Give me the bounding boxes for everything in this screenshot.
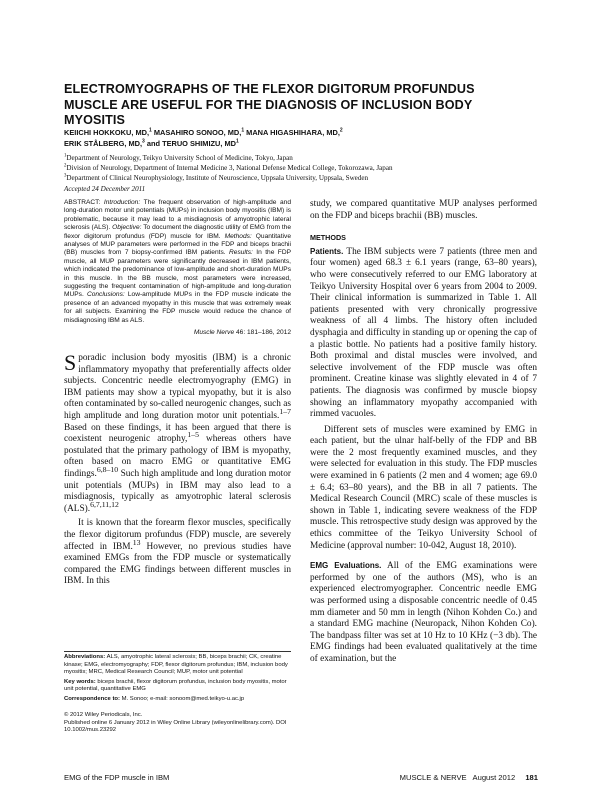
- affiliation-number: 3: [64, 174, 67, 180]
- abstract-intro: The frequent observation of high-amplitude and long-duration motor unit potentials (MUPs) in inclusion body myositis (IBM) is problematic, because it may lead to a misdiagnosis of amyotrophic lateral sclerosis (ALS).: [64, 199, 291, 232]
- running-title: EMG of the FDP muscle in IBM: [64, 773, 170, 782]
- affiliation-marker: 1: [149, 127, 152, 134]
- correspondence-text: M. Sonoo; e-mail: sonoom@med.teikyo-u.ac.jp: [121, 695, 245, 702]
- body-text: However, no previous studies have examined EMGs from the FDP muscle or systematically compared the EMG findings between different muscles in IBM. In this: [64, 541, 291, 587]
- accepted-date: Accepted 24 December 2011: [64, 185, 146, 193]
- abbreviations-note: [64, 654, 291, 677]
- citation-journal: Muscle Nerve: [193, 329, 235, 336]
- keywords-text: biceps brachii, flexor digitorum profundus, inclusion body myositis, motor unit potential, quantitative EMG: [64, 678, 287, 693]
- body-right-column: [310, 199, 537, 666]
- body-paragraph: Different sets of muscles were examined by EMG in each patient, but the ulnar half-belly of the FDP and BB were the 2 most frequently examined muscles, and they were selected for evaluation in this study. The FDP muscles were examined in 6 patients (2 men and 4 women; age 69.0 ± 6.4; 63–80 years), and the BB in all 7 patients. The Medical Research Council (MRC) scale of these muscles is shown in Table 1, indicating severe weakness of the FDP muscle. This retrospective study design was approved by the ethics committee of the Teikyo University School of Medicine (approval number: 10-042, August 18, 2010).: [310, 424, 537, 551]
- affiliation-text: Department of Neurology, Teikyo University School of Medicine, Tokyo, Japan: [66, 154, 293, 162]
- abstract-results-label: Results:: [229, 249, 253, 257]
- abstract-conclusions: Low-amplitude MUPs in the FDP muscle indicate the presence of an advanced myopathy in this muscle that was extremely weak for all subjects. Examining the FDP muscle would reduce the chance of misdiagnosing IBM as ALS.: [64, 291, 291, 324]
- affiliation-marker: 1: [241, 127, 245, 134]
- abbreviations-label: Abbreviations:: [64, 654, 106, 660]
- page-number: 181: [525, 773, 538, 782]
- keywords-label: Key words:: [64, 678, 96, 685]
- affiliation-number: 2: [64, 163, 67, 169]
- body-text: The IBM subjects were 7 patients (three men and four women) aged 68.3 ± 6.1 years (range, 63–80 years), who were consecutively referred to our EMG laboratory at Teikyo University Hospital over 6 years from 2004 to 2009. Their clinical information is summarized in Table 1. All patients presented with very chronically progressive weakness of all 4 limbs. The history often included dysphagia and difficulty in standing up or opening the cap of a plastic bottle. No patients had a positive family history. Both proximal and distal muscles were involved, and selective involvement of the FDP muscle was often prominent. Creatine kinase was slightly elevated in 4 of 7 patients. The diagnosis was confirmed by muscle biopsy showing an inflammatory myopathy accompanied with rimmed vacuoles.: [310, 246, 538, 420]
- methods-heading: METHODS: [310, 233, 346, 243]
- affiliation-marker: 2: [339, 127, 343, 134]
- body-text: It is known that the forearm flexor muscles, specifically the flexor digitorum profundus (FDP) muscle, are severely affected in IBM.: [64, 518, 291, 552]
- affiliations: [64, 153, 534, 184]
- author-name: TERUO SHIMIZU, MD: [162, 139, 236, 149]
- author-list: [64, 127, 484, 149]
- abstract-label: ABSTRACT:: [64, 199, 101, 206]
- author-name: ERIK STÅLBERG, MD,: [64, 139, 143, 149]
- reference-marker: 6,8–10: [96, 464, 119, 474]
- issue-date: August 2012: [472, 773, 516, 782]
- abstract-objective: To document the diagnostic utility of EMG from the flexor digitorum profundus (FDP) muscle for IBM.: [64, 224, 291, 240]
- body-text: Based on these findings, it has been argued that there is coexistent neurogenic atrophy,: [64, 422, 291, 445]
- journal-name: MUSCLE & NERVE: [399, 773, 467, 782]
- correspondence-label: Correspondence to:: [64, 695, 120, 702]
- body-paragraph: study, we compared quantitative MUP analyses performed on the FDP and biceps brachii (BB) muscles.: [310, 199, 537, 221]
- reference-marker: 6,7,11,12: [90, 499, 119, 509]
- footnotes: [64, 654, 291, 706]
- author-name: KEIICHI HOKKOKU, MD,: [64, 128, 149, 137]
- abstract-citation: [64, 329, 291, 336]
- body-left-column: [64, 350, 291, 588]
- reference-marker: 1–5: [187, 430, 199, 440]
- abstract: [64, 199, 291, 325]
- article-title: ELECTROMYOGRAPHS OF THE FLEXOR DIGITORUM PROFUNDUS MUSCLE ARE USEFUL FOR THE DIAGNOSIS OF INCLUSION BODY MYOSITIS: [64, 82, 475, 127]
- author-name: MANA HIGASHIHARA, MD,: [246, 128, 340, 137]
- abstract-results: In the FDP muscle, all MUP parameters were significantly decreased in IBM patients, which indicated the predominance of low-amplitude and short-duration MUPs in this muscle. In the BB muscle, most parameters were increased, suggesting the frequent contamination of high-amplitude and long-duration MUPs.: [64, 249, 291, 299]
- body-paragraph: [310, 560, 537, 665]
- reference-marker: 13: [132, 537, 141, 547]
- body-text: All of the EMG examinations were performed by one of the authors (MS), who is an experienced electromyographer. Concentric needle EMG was performed using a disposable concentric needle of 0.45 mm diameter and 50 mm in length (Nihon Kohden Co.) and a standard EMG machine (Neuropack, Nihon Kohden Co). The bandpass filter was set at 10 Hz to 10 KHz (−3 db). The EMG findings had been evaluated qualitatively at the time of examination, but the: [310, 561, 538, 664]
- running-footer: [376, 773, 538, 782]
- footnote-divider: [64, 651, 291, 652]
- keywords-note: [64, 679, 291, 694]
- affiliation-marker: 1: [235, 138, 239, 145]
- affiliation-line: [64, 173, 534, 183]
- reference-marker: 1–7: [279, 406, 291, 416]
- body-paragraph: [64, 350, 291, 515]
- patients-run-in: Patients.: [310, 246, 344, 256]
- drop-cap: S: [64, 350, 77, 375]
- affiliation-marker: 3: [142, 138, 145, 145]
- abstract-conclusions-label: Conclusions:: [86, 291, 125, 299]
- body-paragraph: [310, 246, 537, 421]
- affiliation-number: 1: [64, 153, 67, 159]
- body-text: Such high amplitude and long duration motor unit potentials (MUPs) in IBM may also lead to a misdiagnosis, typically as amyotrophic lateral sclerosis (ALS).: [64, 468, 291, 514]
- abstract-intro-label: Introduction:: [103, 199, 141, 206]
- copyright-line: © 2012 Wiley Periodicals, Inc.: [64, 712, 143, 718]
- correspondence-note: [64, 696, 291, 704]
- affiliation-line: [64, 153, 534, 163]
- affiliation-line: [64, 163, 534, 173]
- author-conjunction: and: [146, 139, 160, 149]
- affiliation-text: Department of Clinical Neurophysiology, Institute of Neuroscience, Uppsala University, Uppsala, Sweden: [66, 174, 369, 183]
- body-text: poradic inclusion body myositis (IBM) is a chronic inflammatory myopathy that preferentially affects older subjects. Concentric needle electromyography (EMG) in IBM patients may show a typical myopathy, but it is also often contaminated by so-called neurogenic changes, such as high amplitude and long duration motor unit potentials.: [64, 353, 291, 421]
- abstract-methods: Quantitative analyses of MUP parameters were performed in the FDP and biceps brachii (BB) muscles from 7 biopsy-confirmed IBM patients.: [64, 232, 291, 257]
- abstract-objective-label: Objective:: [112, 224, 142, 232]
- abbreviations-text: ALS, amyotrophic lateral sclerosis; BB, biceps brachii; CK, creatine kinase; EMG, electromyography; FDP, flexor digitorum profundus; IBM, inclusion body myositis; MRC, Medical Research Council; MUP, motor unit potential: [64, 654, 288, 676]
- body-paragraph: [64, 518, 291, 588]
- abstract-methods-label: Methods:: [224, 232, 252, 240]
- affiliation-text: Division of Neurology, Department of Internal Medicine 3, National Defense Medical College, Tokorozawa, Japan: [66, 164, 393, 173]
- emg-run-in: EMG Evaluations.: [310, 561, 382, 571]
- publication-line: Published online 6 January 2012 in Wiley Online Library (wileyonlinelibrary.com). DOI 10.1002/mus.23292: [64, 719, 287, 734]
- citation-details: 46: 181–186, 2012: [235, 329, 291, 336]
- author-name: MASAHIRO SONOO, MD,: [153, 128, 242, 137]
- copyright-block: [64, 712, 291, 735]
- body-text: whereas others have postulated that the primary pathology of IBM is myopathy, often based on macro EMG or quantitative EMG findings.: [64, 434, 291, 479]
